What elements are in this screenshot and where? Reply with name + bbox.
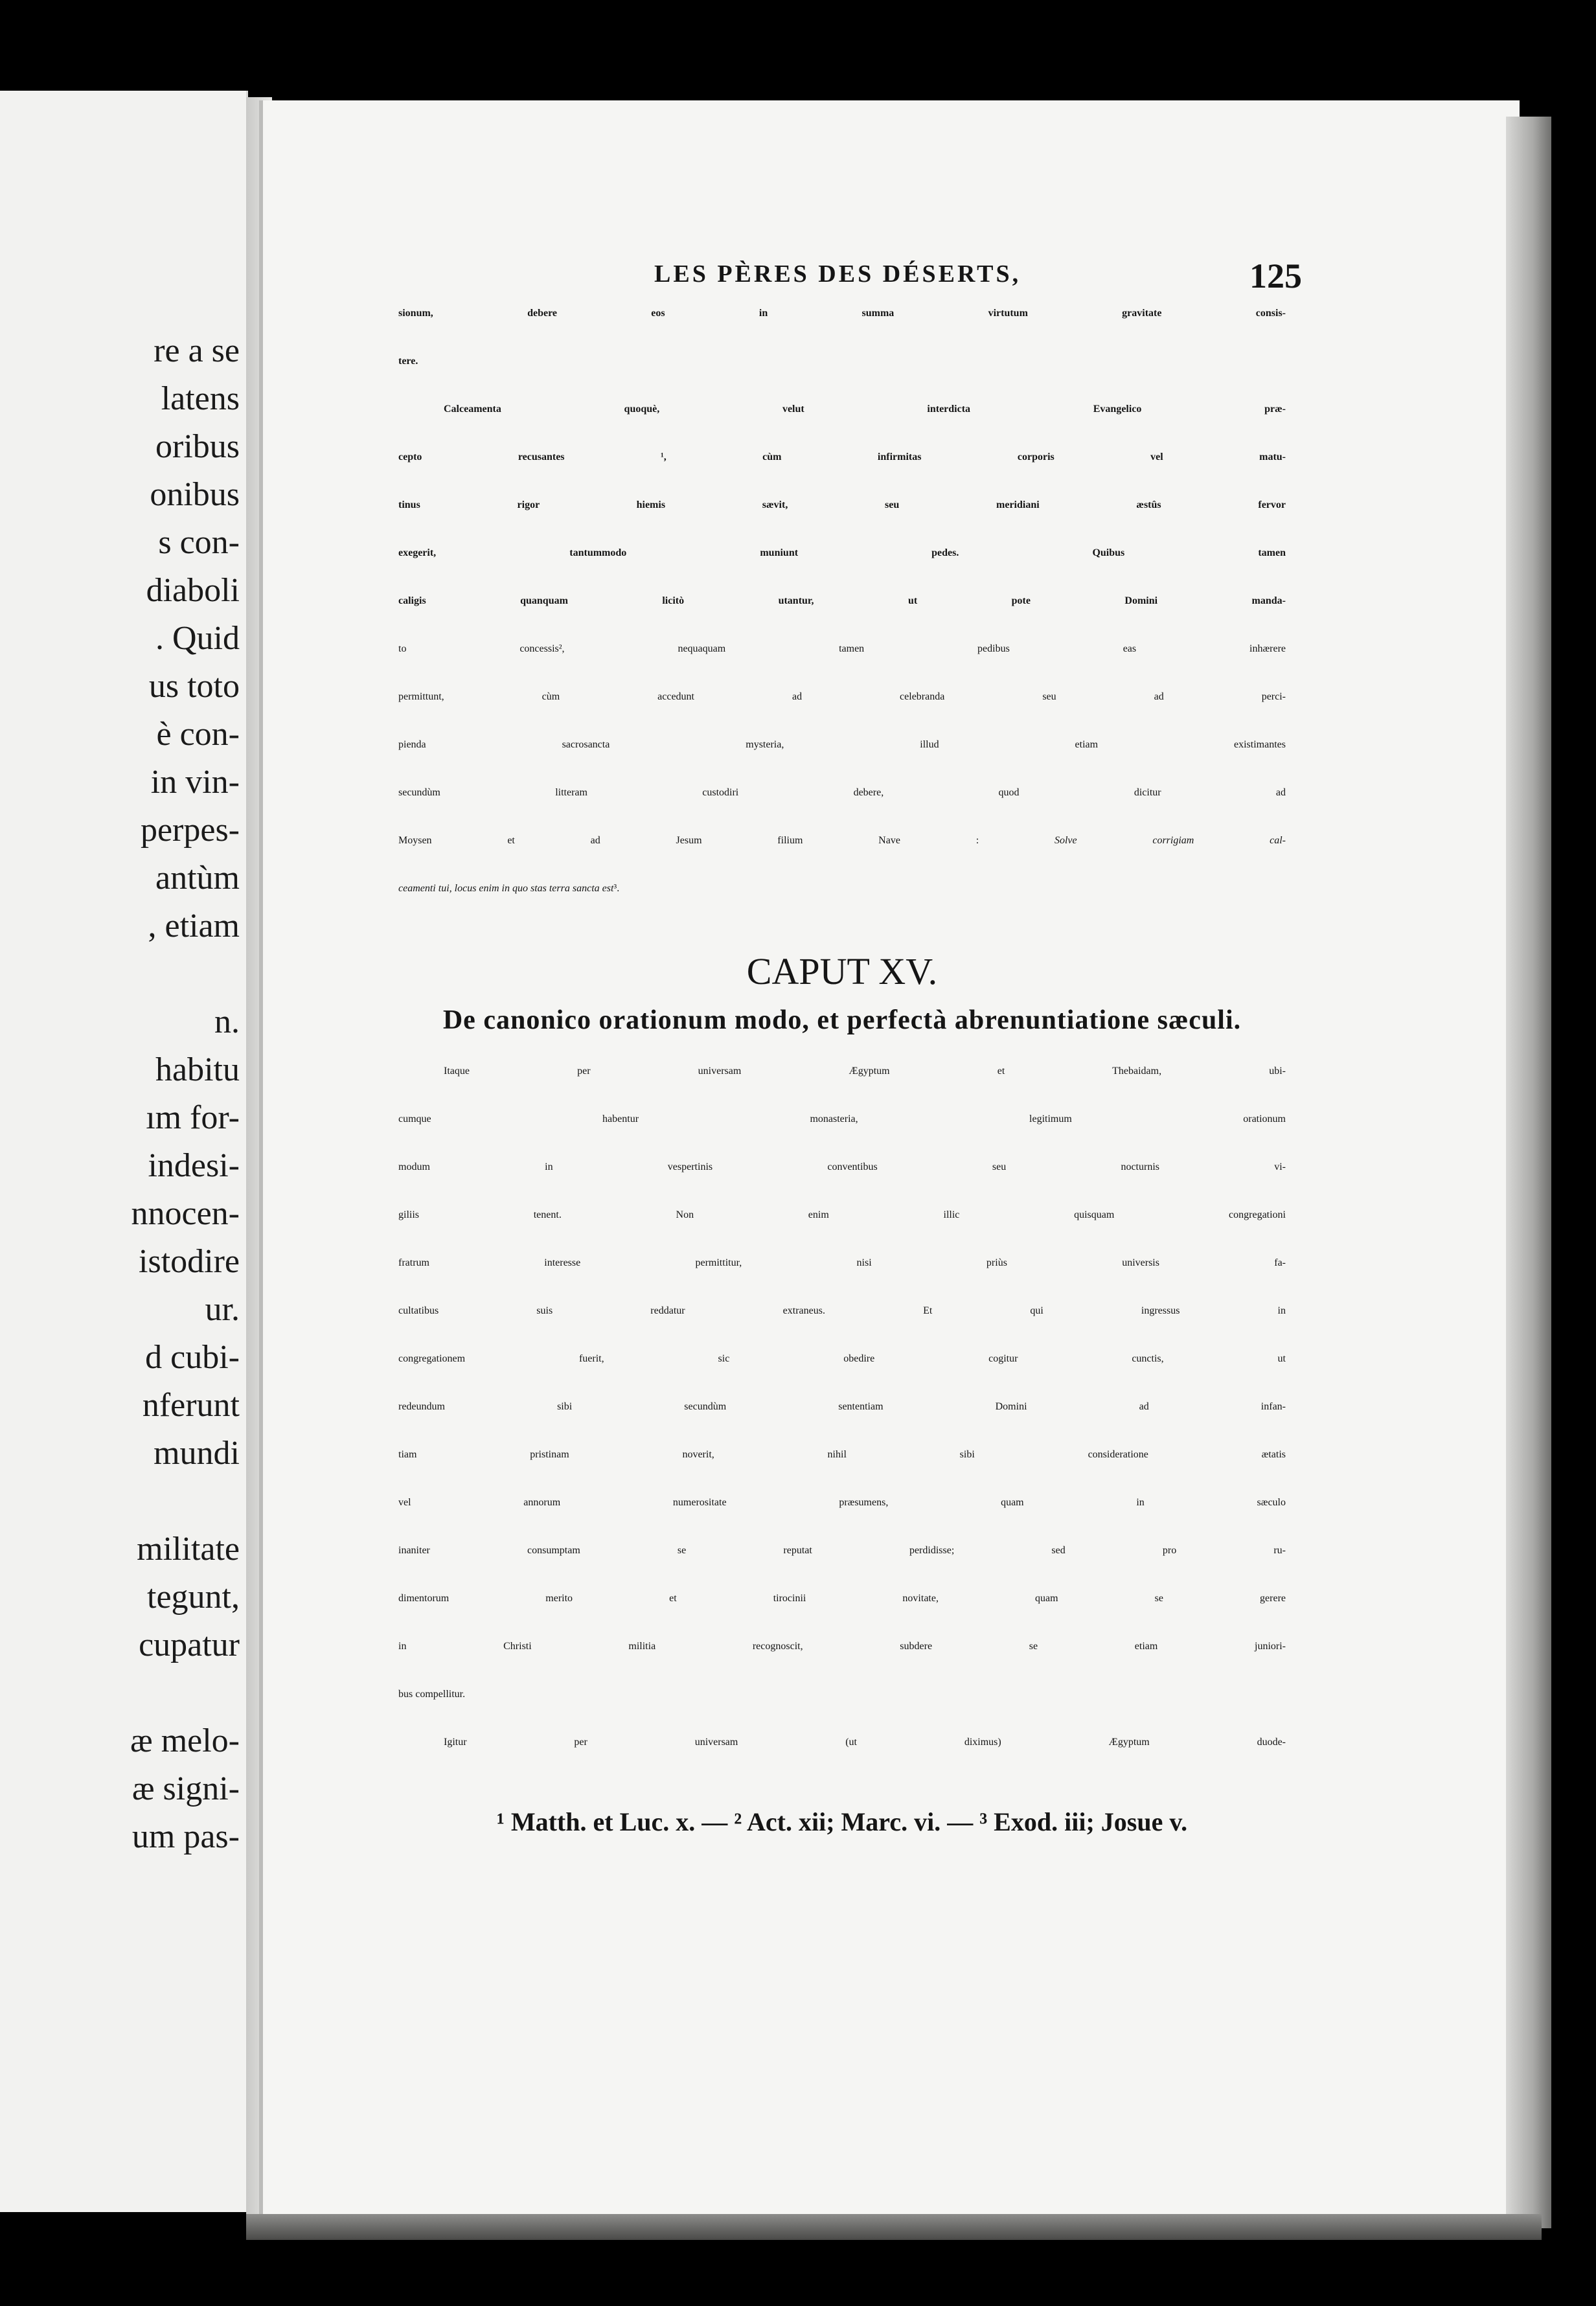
- italic-quote: ceamenti tui, locus enim in quo stas terra sancta est: [398, 883, 614, 894]
- footnote-ref: ³.: [613, 883, 620, 894]
- text-line: Itaque per universam Ægyptum et Thebaidam, ubi-: [444, 1066, 1286, 1077]
- left-page-line: æ melo-: [130, 1722, 240, 1759]
- left-page-line: è con-: [156, 716, 240, 753]
- left-page-line: in vin-: [150, 764, 240, 801]
- paragraph: [398, 1737, 1286, 1785]
- text-line: cepto recusantes ¹, cùm infirmitas corporis vel matu-: [398, 451, 1286, 462]
- text-line: congregationem fuerit, sic obedire cogitur cunctis, ut: [398, 1353, 1286, 1364]
- text-line: caligis quanquam licitò utantur, ut pote Domini manda-: [398, 595, 1286, 606]
- left-page-line: nferunt: [142, 1387, 240, 1424]
- left-page-line: ur.: [205, 1291, 240, 1328]
- text-run: Moysen et ad Jesum filium Nave :: [398, 835, 979, 846]
- left-page-line: tegunt,: [147, 1579, 240, 1615]
- text-line: vel annorum numerositate præsumens, quam in sæculo: [398, 1497, 1286, 1508]
- page-body: [398, 308, 1286, 1842]
- text-line: modum in vespertinis conventibus seu nocturnis vi-: [398, 1161, 1286, 1172]
- left-page-line: onibus: [150, 476, 240, 513]
- left-page-line: , etiam: [148, 908, 240, 944]
- left-page-line: [130, 950, 240, 998]
- left-page-line: æ signi-: [131, 1770, 240, 1807]
- left-page-line: oribus: [155, 428, 240, 465]
- left-page-line: [130, 1478, 240, 1525]
- text-line: tere.: [398, 356, 418, 367]
- text-line: redeundum sibi secundùm sententiam Domini ad infan-: [398, 1401, 1286, 1412]
- left-page-line: um pas-: [131, 1818, 240, 1855]
- left-page: [0, 91, 248, 2212]
- left-page-line: nnocen-: [131, 1195, 240, 1232]
- text-line: tinus rigor hiemis sævit, seu meridiani æstûs fervor: [398, 499, 1286, 510]
- left-page-line: cupatur: [139, 1627, 240, 1663]
- text-line: bus compellitur.: [398, 1689, 466, 1700]
- text-line: tiam pristinam noverit, nihil sibi consideratione ætatis: [398, 1449, 1286, 1460]
- chapter-subtitle: De canonico orationum modo, et perfectà abrenuntiatione sæculi.: [442, 1005, 1242, 1035]
- left-page-line: us toto: [148, 668, 240, 705]
- text-line: [398, 835, 1286, 883]
- footnotes: ¹ Matth. et Luc. x. — ² Act. xii; Marc. vi. — ³ Exod. iii; Josue v.: [496, 1807, 1188, 1836]
- left-page-line: d cubi-: [145, 1339, 240, 1376]
- left-page-line: latens: [161, 380, 240, 417]
- italic-quote: Solve corrigiam cal-: [1054, 835, 1286, 846]
- left-page-line: n.: [214, 1003, 240, 1040]
- text-line: in Christi militia recognoscit, subdere se etiam juniori-: [398, 1641, 1286, 1652]
- text-line: fratrum interesse permittitur, nisi priùs universis fa-: [398, 1257, 1286, 1268]
- page-number: 125: [1249, 257, 1302, 295]
- text-line: cumque habentur monasteria, legitimum orationum: [398, 1113, 1286, 1124]
- text-line: secundùm litteram custodiri debere, quod dicitur ad: [398, 787, 1286, 798]
- text-line: sionum, debere eos in summa virtutum gravitate consis-: [398, 308, 1286, 319]
- chapter-heading: CAPUT XV.: [746, 950, 938, 992]
- page-edge: [1506, 117, 1551, 2228]
- paragraph: [398, 308, 1286, 404]
- text-line: dimentorum merito et tirocinii novitate, quam se gerere: [398, 1593, 1286, 1604]
- text-line: Calceamenta quoquè, velut interdicta Evangelico præ-: [444, 404, 1286, 415]
- text-line: pienda sacrosancta mysteria, illud etiam existimantes: [398, 739, 1286, 750]
- text-line: Igitur per universam (ut diximus) Ægyptum duode-: [444, 1737, 1286, 1748]
- left-page-line: mundi: [154, 1435, 240, 1472]
- text-line: cultatibus suis reddatur extraneus. Et qui ingressus in: [398, 1305, 1286, 1316]
- text-line: exegerit, tantummodo muniunt pedes. Quibus tamen: [398, 547, 1286, 558]
- running-head: [395, 256, 1302, 308]
- left-page-line: ım for-: [146, 1099, 240, 1136]
- left-page-line: indesi-: [148, 1147, 240, 1184]
- text-line: to concessis², nequaquam tamen pedibus eas inhærere: [398, 643, 1286, 654]
- left-page-line: habitu: [155, 1051, 240, 1088]
- paragraph: [398, 404, 1286, 931]
- left-page-text: [130, 327, 240, 1861]
- left-page-line: perpes-: [140, 812, 240, 849]
- running-head-title: LES PÈRES DES DÉSERTS,: [654, 260, 1021, 288]
- left-page-line: s con-: [158, 524, 240, 561]
- text-line: inaniter consumptam se reputat perdidisse; sed pro ru-: [398, 1545, 1286, 1556]
- left-page-line: militate: [137, 1531, 240, 1568]
- text-line: [398, 883, 1286, 931]
- text-line: giliis tenent. Non enim illic quisquam congregationi: [398, 1209, 1286, 1220]
- page-bottom-edge: [246, 2214, 1542, 2240]
- left-page-line: . Quid: [155, 620, 240, 657]
- left-page-line: istodire: [139, 1243, 240, 1280]
- left-page-line: diaboli: [146, 572, 240, 609]
- paragraph: [398, 1066, 1286, 1737]
- text-line: permittunt, cùm accedunt ad celebranda seu ad perci-: [398, 691, 1286, 702]
- left-page-line: re a se: [154, 332, 240, 369]
- left-page-line: antùm: [155, 860, 240, 896]
- left-page-line: [130, 1669, 240, 1717]
